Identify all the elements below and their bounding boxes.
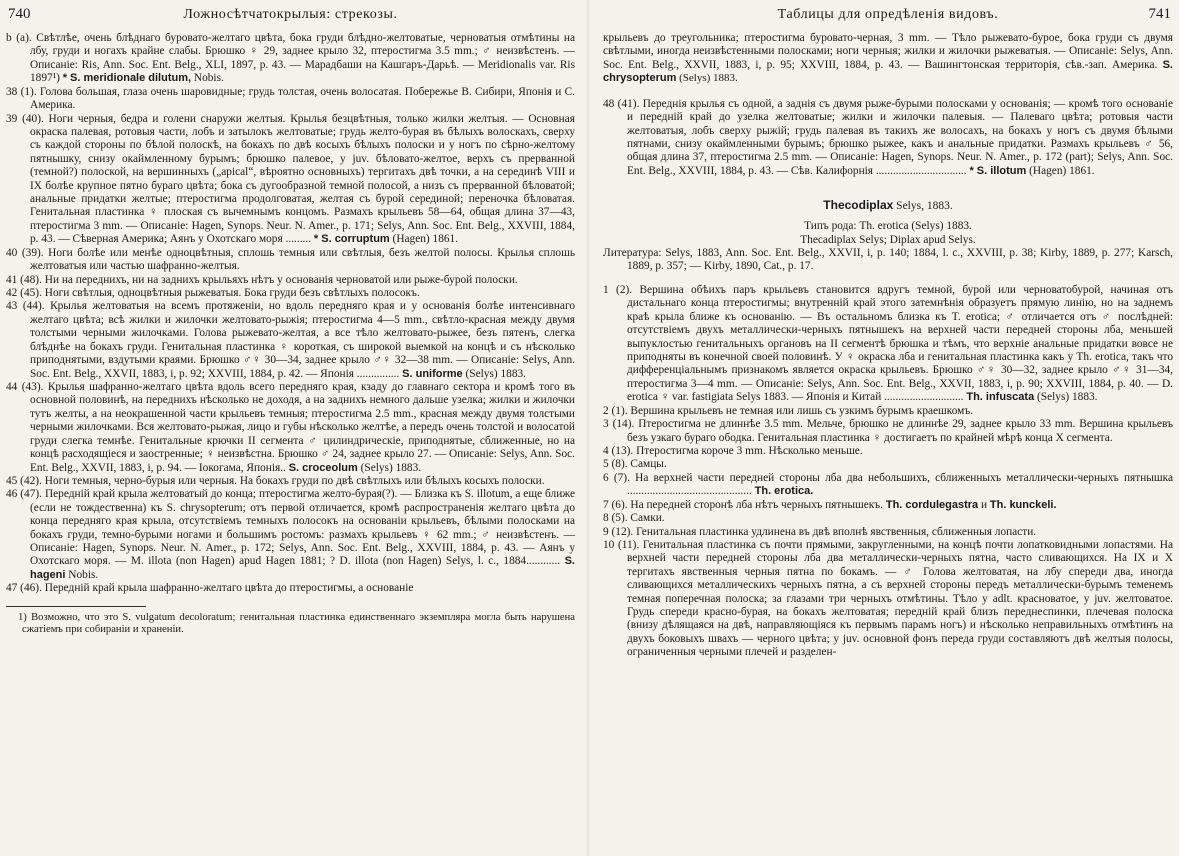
key-entry: [6, 274, 575, 287]
entry-text: Самки.: [627, 512, 665, 525]
key-entry: [6, 488, 575, 582]
key-entry: [6, 247, 575, 274]
running-head: [603, 6, 1173, 23]
entry-number: 6 (7).: [603, 471, 630, 484]
entry-number: 10 (11).: [603, 538, 640, 551]
species-name: S. uniforme: [402, 367, 463, 380]
entry-number: 5 (8).: [603, 458, 628, 471]
genus-synonyms: Thecadiplax Selys; Diplax apud Selys.: [800, 233, 976, 246]
entry-text: Голова большая, глаза очень шаровидные; грудь толстая, очень волосатая. Побережье В. Сибири, Японія и С. Америка.: [30, 85, 576, 112]
species-name: * S. meridionale dilutum,: [62, 72, 192, 85]
entry-text: Вершина крыльевъ не темная или лишь съ узкимъ бурымъ краешкомъ.: [627, 404, 974, 417]
entry-text: Ни на переднихъ, ни на заднихъ крыльяхъ нѣтъ у основанія черноватой или рыже-бурой полоски.: [41, 273, 518, 286]
species-author: (Selys) 1883.: [462, 367, 527, 380]
species-name: * S. illotum: [969, 164, 1027, 177]
species-author: (Hagen) 1861.: [389, 233, 459, 246]
running-head-title: Таблицы для опредѣленія видовъ.: [777, 7, 999, 22]
entry-number: 1 (2).: [603, 283, 633, 296]
key-entry: [6, 32, 575, 86]
entry-continuation: [603, 32, 1173, 86]
footnote-rule: [6, 606, 146, 607]
key-entry: [603, 539, 1173, 660]
footnote: 1) Возможно, что это S. vulgatum decoloratum; генитальная пластинка единственнаго экземпляра могла быть нарушена сжатіемъ при собираніи и храненіи.: [18, 611, 575, 636]
genus-heading: [603, 198, 1173, 212]
entry-text: Передній край крыла шафранно-желтаго цвѣта до птеростигмы, а основаніе: [41, 582, 414, 595]
entry-text: Ноги темныя, черно-бурыя или черныя. На бокахъ груди по двѣ свѣтлыхъ или бѣлыхъ косыхъ полоски.: [41, 474, 545, 487]
entry-text: Крылья желтоватыя на всемъ протяженіи, но вдоль передняго края и у основанія болѣе интенсивнаго желтаго цвѣта; всѣ жилки и жилочки желтовато-рыжія; птеростигма 4—5 mm., свѣтло-красная между двумя толстыми черными жилочками. Голова рыжевато-желтая, а все тѣло желтовато-рыжее, безъ пятенъ, слегка блѣднѣе на бокахъ груди. Генитальная пластинка ♀ короткая, съ широкой выемкой на концѣ и съ нѣсколько приподнятыми, вздутыми краями. Брюшко ♂♀ 30—34, заднее крыло ♂♀ 32—38 mm. — Описаніе: Selys, Ann. Soc. Ent. Belg., XXVII, 1883, i, p. 92; XXVIII, 1884, p. 42. — Японія ...............: [30, 300, 575, 380]
species-name: Th. infuscata: [966, 391, 1035, 404]
entry-text: Самцы.: [627, 458, 667, 471]
entry-number: 40 (39).: [6, 246, 44, 259]
key-entries-b: [603, 284, 1173, 660]
key-entries: [6, 32, 575, 596]
entry-number: 46 (47).: [6, 488, 43, 501]
entry-number: 42 (45).: [6, 287, 42, 300]
species-name: S. croceolum: [288, 461, 358, 474]
key-entry: [6, 582, 575, 595]
species-author: и: [978, 498, 990, 511]
key-entry: [6, 86, 575, 113]
entry-text: Птеростигма короче 3 mm. Нѣсколько меньше.: [633, 444, 863, 457]
entry-text: Ноги черныя, бедра и голени снаружи желтыя. Крылья безцвѣтныя, только жилки желтыя. — Основная окраска палевая, ротовыя части, лобъ и затылокъ желтоватые; грудь желто-бурая въ бѣлыхъ волоскахъ, сверху съ каждой стороны по бѣлой полоскѣ, на бокахъ по двѣ косыхъ бѣлыхъ полоски и у ногъ по сѣрно-желтому пятнышку, снизу окаймленному бурымъ; брюшко палевое, у juv. бѣловато-желтое, верхъ съ прерванной (темной?) полоской, на вершинныхъ („apical“, вѣроятно основныхъ) тергитахъ двѣ точки, а на серединѣ VIII и IX болѣе крупное пятно бураго цвѣта; бока съ дугообразной темной полосой, а низъ съ прерванной бѣловатой; анальные придатки желтые; птеростигма продолговатая, желтая съ бурой серединой; переночка бѣловатая. Генитальная пластинка ♀ плоская съ вычемнымъ концомъ. Размахъ крыльевъ 58—64, общая длина 37—43, птеростигма 3 mm. — Описаніе: Hagen, Synops. Neur. N. Amer., p. 171; Selys, Ann. Soc. Ent. Belg., XXVIII, 1884, p. 43. — Сѣверная Америка; Аянъ у Охотскаго моря .........: [30, 112, 575, 246]
right-page: [589, 0, 1179, 856]
entry-number: 43 (44).: [6, 300, 45, 313]
species-author: (Selys) 1883.: [1034, 391, 1098, 404]
entry-number: 9 (12).: [603, 525, 634, 538]
entry-text: крыльевъ до треугольника; птеростигма буровато-черная, 3 mm. — Тѣло рыжевато-бурое, бока груди съ двумя свѣтлыми, иногда неизвѣстенными полосками; ноги черныя; жилки и жилочки рыжеватыя. — Описаніе: Selys, Ann. Soc. Ent. Belg., XXVII, 1883, i, p. 95; XXVIII, 1884, p. 43. — Вашингтонская территорія, сѣв.-зап. Америка.: [603, 32, 1173, 71]
entry-text: Ноги болѣе или менѣе одноцвѣтныя, сплошь темныя или свѣтлыя, безъ желтой полосы. Крылья сплошь желтоватыя или частью шафранно-желтыя.: [30, 246, 575, 273]
key-entry: [603, 499, 1173, 512]
entry-text: Вершина обѣихъ паръ крыльевъ становится вдругъ темной, бурой или черноватобурой, начиная отъ дистальнаго конца птеростигмы; внутренній край этого затемнѣнія образуетъ прямую линію, но на заднемъ краѣ крыла ближе къ основанію. — Въ остальномъ близка къ T. erotica; ♂ отличается отъ ♂ послѣдней: отсутствіемъ двухъ металлически-черныхъ пятнышекъ на верхней части передней стороны лба, меньшей выпуклостью генитальныхъ органовъ на II сегментѣ брюшка и тѣмъ, что верхніе анальные придатки вовсе не приподняты въ конечной своей половинѣ. У ♀ окраска лба и генитальная пластинка какъ у Th. erotica, такъ что дифференціальнымъ признакомъ является окраска крыльевъ. Брюшко ♂♀ 30—32, заднее крыло ♂♀ 31—34, птеростигма 3—4 mm. — Описаніе: Selys, Ann. Soc. Ent. Belg., XXVII, 1883, i, p. 90; XXVIII, 1884, p. 40. — D. erotica ♀ var. fastigiata Selys 1883. — Японія и Китай ............................: [627, 283, 1173, 404]
running-head-title: Ложносѣтчатокрылыя: стрекозы.: [183, 7, 398, 22]
entry-number: 39 (40).: [6, 112, 44, 125]
page-number: 741: [1148, 6, 1171, 22]
species-author: Nobis.: [65, 568, 99, 581]
key-entry: [6, 475, 575, 488]
entry-number: 45 (42).: [6, 474, 42, 487]
key-entry: [6, 300, 575, 381]
genus-author: Selys, 1883.: [893, 200, 953, 213]
species-name: S. chrysopterum: [603, 58, 1173, 85]
entry-number: 44 (43).: [6, 380, 44, 393]
key-entry: [603, 472, 1173, 499]
entry-text: На верхней части передней стороны лба два небольшихъ, сближенныхъ металлически-черныхъ пятнышка ............................................: [627, 471, 1174, 498]
species-name: Th. kunckeli.: [989, 498, 1057, 511]
entry-number: 38 (1).: [6, 85, 37, 98]
entry-number: 41 (48).: [6, 273, 42, 286]
key-entry: [603, 512, 1173, 525]
species-author: (Hagen) 1861.: [1026, 164, 1095, 177]
entry-number: 7 (6).: [603, 498, 628, 511]
entry-text: Генитальная пластинка удлинена въ двѣ вполнѣ явственныя, сближенныя лопасти.: [633, 525, 1037, 538]
entry-number: 4 (13).: [603, 444, 634, 457]
key-entry: [603, 418, 1173, 445]
running-head: [6, 6, 575, 23]
entry-text: На передней сторонѣ лба нѣтъ черныхъ пятнышекъ.: [627, 498, 886, 511]
entry-text: Птеростигма не длиннѣе 3.5 mm. Мельче, брюшко не длиннѣе 29, заднее крыло 33 mm. Вершина крыльевъ безъ узкаго бураго ободка. Генитальная пластинка ♀ достигаетъ по крайней мѣрѣ конца X сегмента.: [627, 418, 1173, 444]
key-entry: [603, 445, 1173, 458]
genus-name: Thecodiplax: [823, 198, 894, 213]
key-entry: [6, 113, 575, 247]
entry-number: 47 (46).: [6, 582, 42, 595]
entry-text: Передній край крыла желтоватый до конца; птеростигма желто-бурая(?). — Близка къ S. illotum, а еще ближе (если не тождественна) къ S. chrysopterum; отъ первой отличается, кромѣ распространенія желтаго цвѣта до конца передняго края крыла, отсутствіемъ темныхъ полосокъ на основаніи крыльевъ, бѣлыми полосками на бокахъ груди, темно-бурыми ногами и большимъ ростомъ: размахъ крыльевъ ♀ 62 mm.; ♂ неизвѣстенъ. — Описаніе: Hagen, Synops. Neur. N. Amer., p. 172; Selys, Ann. Soc. Ent. Belg., XXVIII, 1884, p. 43. — Аянъ у Охотскаго моря. — M. illota (non Hagen) apud Hagen 1881; ? D. illota (non Hagen) Selys, l. c., 1884............: [30, 488, 575, 568]
species-name: * S. corruptum: [313, 233, 390, 246]
genus-type: Типъ рода: Th. erotica (Selys) 1883.: [804, 220, 972, 233]
key-entries-a: [603, 98, 1173, 179]
entry-text: Ноги свѣтлыя, одноцвѣтныя рыжеватыя. Бока груди безъ свѣтлыхъ полосокъ.: [41, 287, 420, 300]
species-name: Th. erotica.: [754, 485, 814, 498]
entry-text: Крылья шафранно-желтаго цвѣта вдоль всего передняго края, кзаду до главнаго сектора и кромѣ того въ основной половинѣ, на переднихъ нѣсколько не доходя, а на заднихъ немного дальше узелка; жилки и жилочки тутъ желты, а на неокрашенной части крыльевъ темныя; птеростигма 2.5 mm., красная между двумя толстыми черными жилочками. Вся желтовато-рыжая, лицо и губы нѣсколько желтѣе, а передъ очень толстой и волосатой груди слегка темнѣе. Генитальные крючки II сегмента ♂ цилиндрическіе, приподнятые, сближенные, но на концѣ расходящіеся и заостренные; ♀ неизвѣстна. Брюшко ♂ 24, заднее крыло 27. — Описаніе: Selys, Ann. Soc. Ent. Belg., XXVII, 1883, i, p. 94. — Іокогама, Японія..: [30, 380, 575, 474]
key-entries-continued: [603, 32, 1173, 178]
key-entry: [603, 526, 1173, 539]
species-name: S. hageni: [30, 555, 575, 581]
species-name: Th. cordulegastra: [885, 498, 979, 511]
species-author: Nobis.: [191, 72, 224, 85]
entry-number: 2 (1).: [603, 404, 628, 417]
species-author: (Selys) 1883.: [357, 461, 422, 474]
entry-text: Переднія крылья съ одной, а заднія съ двумя рыже-бурыми полосками у основанія; — кромѣ того основаніе и передній край до узелка желтоватые; жилки и жилочки палевыя. — Палеваго цвѣта; ротовыя части желтоватыя, лобъ сверху рыжій; грудь палевая въ такихъ же волосахъ, на бокахъ у ногъ съ двумя бѣлыми пятнами, снизу окаймленными бурымъ; брюшко рыжее, какъ и анальные придатки. Размахъ крыльевъ ♂ 56, общая длина 37, птеростигма 2.5 mm. — Описаніе: Hagen, Synops. Neur. N. Amer., p. 172 (part); Selys, Ann. Soc. Ent. Belg., XXVIII, 1884, p. 43. — Сѣв. Калифорнія ................................: [627, 97, 1173, 177]
key-entry: [603, 405, 1173, 418]
key-entry: [6, 381, 575, 475]
key-entry: [603, 284, 1173, 405]
species-author: (Selys) 1883.: [676, 72, 738, 85]
entry-number: 48 (41).: [603, 97, 640, 110]
entry-number: 8 (5).: [603, 512, 628, 525]
left-page: [0, 0, 589, 856]
page-number: 740: [8, 6, 31, 22]
entry-number: 3 (14).: [603, 418, 635, 431]
key-entry: [603, 98, 1173, 179]
entry-text: b (a). Свѣтлѣе, очень блѣднаго буровато-желтаго цвѣта, бока груди блѣдно-желтоватые, черноватыя отмѣтины на лбу, груди и ногахъ крайне слабы. Брюшко ♀ 29, заднее крыло 32, птеростигма 3.5 mm.; ♂ неизвѣстенъ. — Описаніе: Ris, Ann. Soc. Ent. Belg., XLI, 1897, p. 43. — Марадбаши на Кашгаръ-Дарьѣ. — Meridionalis var. Ris 1897¹): [6, 32, 575, 85]
entry-text: Генитальная пластинка съ почти прямыми, закругленными, на концѣ почти лопатковидными лопастями. На верхней части передней стороны лба два металлически-черныхъ пятна, часто сливающихся. На IX и X тергитахъ явственныя черныя пятна по бокамъ. — ♂ Голова желтоватая, на лбу спереди два, иногда сливающихся металлическихъ черныхъ пятна, а съ верхней стороны передъ металлически-бурымъ теменемъ темная поперечная полоска; за глазами три черныхъ отмѣтины. Тѣло у adlt. красноватое, у juv. желтоватое. Грудь спереди красно-бурая, на бокахъ желтоватая; передній край близъ переднеспинки, плечевая полоска (внизу дѣлящаяся на двѣ, направляющіяся къ первымъ парамъ ногъ) и нѣсколько неправильныхъ отмѣтинъ на двухъ боковыхъ швахъ — черного цвѣта; у juv. основной фонъ переда груди составляютъ двѣ желтыя полосы, ограниченныя черными плечей и разделен-: [627, 538, 1174, 659]
literature: Литература: Selys, 1883, Ann. Soc. Ent. Belg., XXVII, i, p. 140; 1884, l. c., XXVIII, p. 38; Kirby, 1889, p. 277; Karsch, 1889, p. 357; — Kirby, 1890, Cat., p. 17.: [603, 247, 1173, 273]
key-entry: [603, 458, 1173, 471]
key-entry: [6, 287, 575, 300]
